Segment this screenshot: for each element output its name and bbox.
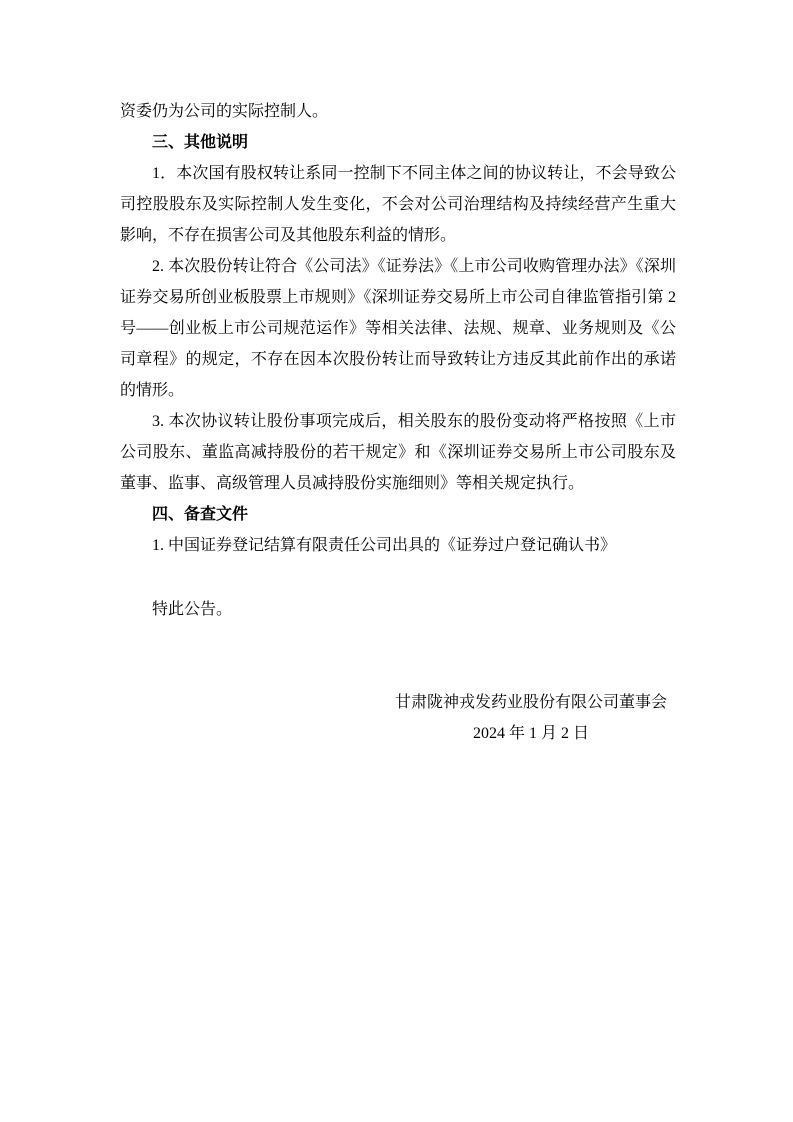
signature-company-name: 甘肃陇神戎发药业股份有限公司董事会 xyxy=(394,694,667,711)
section-heading-other-notes: 三、其他说明 xyxy=(152,134,249,151)
signature-block xyxy=(395,687,667,749)
continuation-paragraph: 资委仍为公司的实际控制人。 xyxy=(120,103,329,120)
section-heading-reference-documents: 四、备查文件 xyxy=(152,506,249,523)
paragraph-other-notes-2: 2. 本次股份转让符合《公司法》《证券法》《上市公司收购管理办法》《深圳证券交易所创业板股票上市规则》《深圳证券交易所上市公司自律监管指引第 2 号——创业板上市公司规范运作》等相关法律、法规、规章、业务规则及《公司章程》的规定，不存在因本次股份转让而导致转让方违反其此前作出的承诺的情形。 xyxy=(120,258,676,399)
paragraph-other-notes-1: 1．本次国有股权转让系同一控制下不同主体之间的协议转让，不会导致公司控股股东及实际控制人发生变化，不会对公司治理结构及持续经营产生重大影响，不存在损害公司及其他股东利益的情形。 xyxy=(120,165,676,244)
paragraph-other-notes-3: 3. 本次协议转让股份事项完成后，相关股东的股份变动将严格按照《上市公司股东、董监高减持股份的若干规定》和《深圳证券交易所上市公司股东及董事、监事、高级管理人员减持股份实施细则》等相关规定执行。 xyxy=(120,413,676,492)
signature-date: 2024 年 1 月 2 日 xyxy=(472,725,589,742)
closing-statement: 特此公告。 xyxy=(152,601,233,618)
paragraph-reference-document-1: 1. 中国证券登记结算有限责任公司出具的《证券过户登记确认书》 xyxy=(152,537,617,554)
